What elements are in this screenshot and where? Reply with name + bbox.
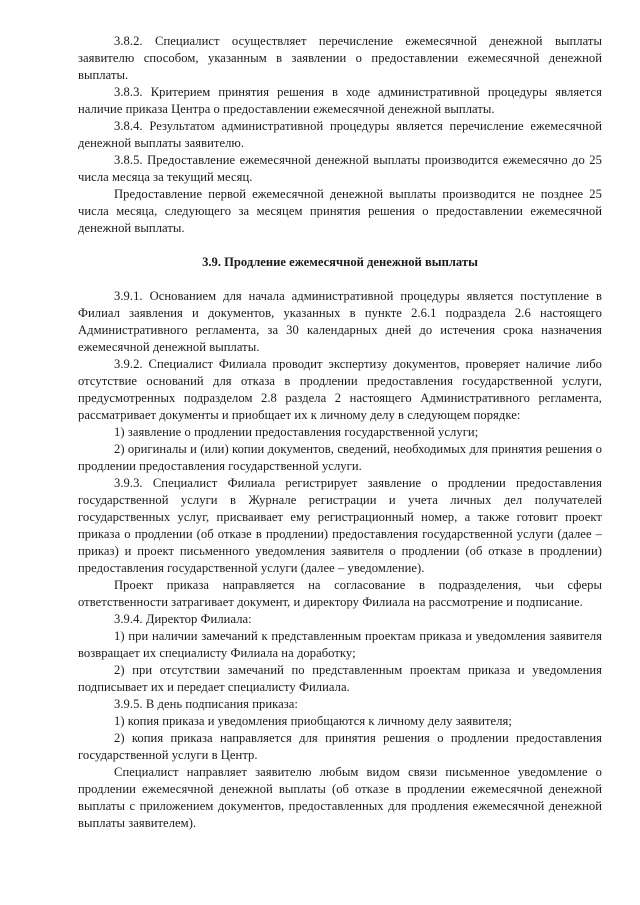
list-item-without-remarks: 2) при отсутствии замечаний по представленным проектам приказа и уведомления подписывает их и передает специалисту Филиала. bbox=[78, 663, 602, 694]
spacer bbox=[78, 237, 602, 254]
paragraph-draft-order: Проект приказа направляется на согласование в подразделения, чьи сферы ответственности затрагивает документ, и директору Филиала на рассмотрение и подписание. bbox=[78, 578, 602, 609]
section-heading: 3.9. Продление ежемесячной денежной выплаты bbox=[202, 255, 478, 269]
list-item-originals: 2) оригиналы и (или) копии документов, сведений, необходимых для принятия решения о продлении предоставления государственной услуги. bbox=[78, 442, 602, 473]
list-item-copy-attached: 1) копия приказа и уведомления приобщаются к личному делу заявителя; bbox=[114, 714, 512, 728]
paragraph-3-9-1: 3.9.1. Основанием для начала административной процедуры является поступление в Филиал заявления и документов, указанных в пункте 2.6.1 подраздела 2.6 настоящего Административного регламента, за 30 календарных дней до истечения срока назначения ежемесячной денежной выплаты. bbox=[78, 289, 602, 354]
paragraph-3-9-2: 3.9.2. Специалист Филиала проводит экспертизу документов, проверяет наличие либо отсутствие оснований для отказа в продлении предоставления государственной услуги, предусмотренных подразделом 2.8 раздела 2 настоящего Административного регламента, рассматривает документы и приобщает их к личному делу в следующем порядке: bbox=[78, 357, 602, 422]
spacer bbox=[78, 271, 602, 288]
paragraph-3-9-5: 3.9.5. В день подписания приказа: bbox=[114, 697, 298, 711]
paragraph-3-9-4: 3.9.4. Директор Филиала: bbox=[114, 612, 252, 626]
list-item-with-remarks: 1) при наличии замечаний к представленным проектам приказа и уведомления заявителя возвращает их специалисту Филиала на доработку; bbox=[78, 629, 602, 660]
paragraph-first-payment: Предоставление первой ежемесячной денежной выплаты производится не позднее 25 числа месяца, следующего за месяцем принятия решения о предоставлении ежемесячной денежной выплаты. bbox=[78, 187, 602, 235]
paragraph-3-8-5: 3.8.5. Предоставление ежемесячной денежной выплаты производится ежемесячно до 25 числа месяца за текущий месяц. bbox=[78, 153, 602, 184]
paragraph-3-8-2: 3.8.2. Специалист осуществляет перечисление ежемесячной денежной выплаты заявителю способом, указанным в заявлении о предоставлении ежемесячной денежной выплаты. bbox=[78, 34, 602, 82]
paragraph-notification: Специалист направляет заявителю любым видом связи письменное уведомление о продлении ежемесячной денежной выплаты (об отказе в продлении ежемесячной денежной выплаты с приложением документов, предоставленных для продления ежемесячной денежной выплаты заявителем). bbox=[78, 765, 602, 830]
paragraph-3-8-3: 3.8.3. Критерием принятия решения в ходе административной процедуры является наличие приказа Центра о предоставлении ежемесячной денежной выплаты. bbox=[78, 85, 602, 116]
list-item-application: 1) заявление о продлении предоставления государственной услуги; bbox=[114, 425, 479, 439]
list-item-copy-sent: 2) копия приказа направляется для принятия решения о продлении предоставления государственной услуги в Центр. bbox=[78, 731, 602, 762]
document-body bbox=[78, 33, 602, 832]
paragraph-3-8-4: 3.8.4. Результатом административной процедуры является перечисление ежемесячной денежной выплаты заявителю. bbox=[78, 119, 602, 150]
paragraph-3-9-3: 3.9.3. Специалист Филиала регистрирует заявление о продлении предоставления государственной услуги в Журнале регистрации и учета личных дел получателей государственных услуг, присваивает ему регистрационный номер, а также готовит проект приказа о продлении (об отказе в продлении) предоставления государственной услуги (далее – приказ) и проект письменного уведомления заявителя о продлении (об отказе в продлении) предоставления государственной услуги (далее – уведомление). bbox=[78, 476, 602, 575]
